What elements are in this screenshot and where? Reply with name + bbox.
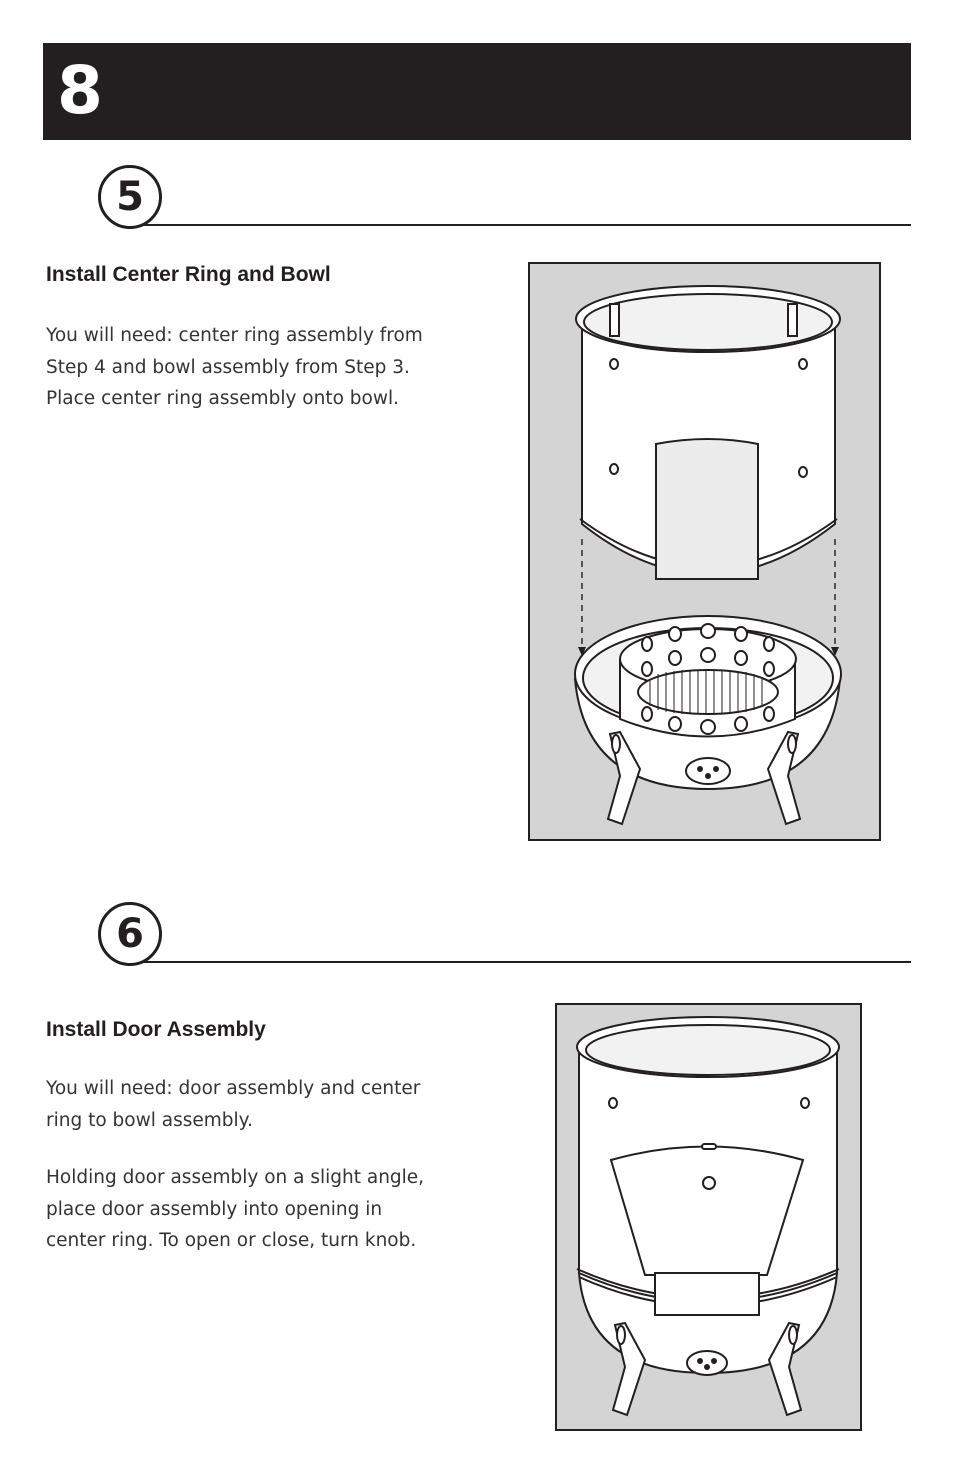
- step-6-rule: [128, 961, 911, 963]
- step-6-title: Install Door Assembly: [46, 1018, 266, 1041]
- step-5-number: 5: [98, 165, 162, 229]
- step-6-paragraph-2: Holding door assembly on a slight angle, place door assembly into opening in center ring. To open or close, turn knob.: [46, 1167, 425, 1251]
- step-6-paragraph-1: You will need: door assembly and center ring to bowl assembly.: [46, 1078, 421, 1131]
- page-header: [43, 43, 911, 140]
- step-6-illustration: [555, 1003, 862, 1431]
- step-5-rule: [128, 224, 911, 226]
- step-5-title: Install Center Ring and Bowl: [46, 263, 331, 286]
- step-5-illustration: [528, 262, 881, 841]
- step-6-number: 6: [98, 902, 162, 966]
- step-5-paragraph: You will need: center ring assembly from Step 4 and bowl assembly from Step 3. Place center ring assembly onto bowl.: [46, 325, 423, 409]
- center-ring-and-bowl-drawing: [530, 264, 879, 839]
- door-assembly-drawing: [557, 1005, 860, 1429]
- page-number: 8: [57, 52, 103, 129]
